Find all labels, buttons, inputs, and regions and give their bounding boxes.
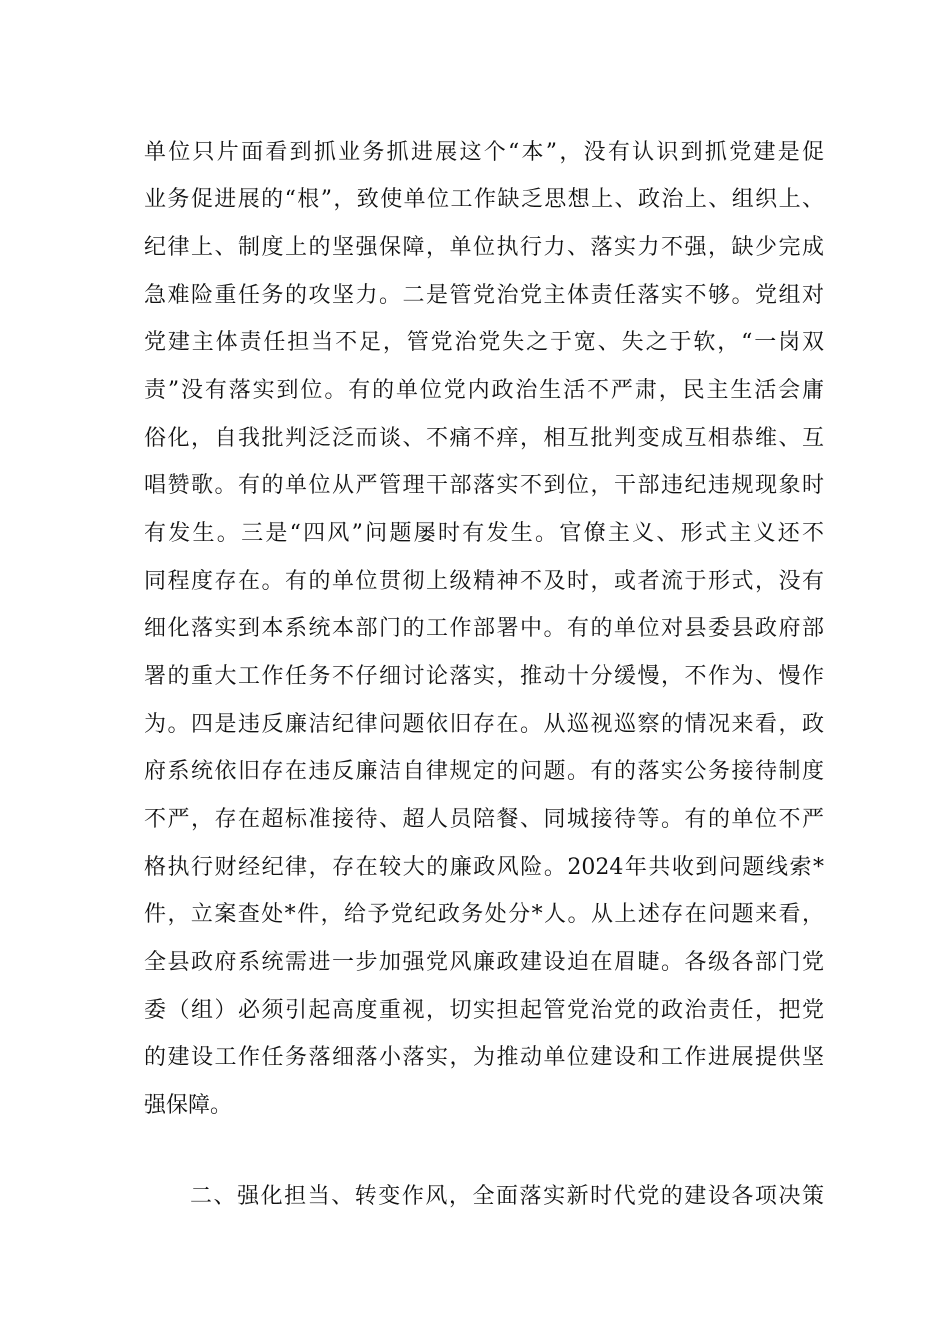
body-text-line: 责”没有落实到位。有的单位党内政治生活不严肃，民主生活会庸 [144,378,824,403]
body-text-line: 为。四是违反廉洁纪律问题依旧存在。从巡视巡察的情况来看，政 [144,712,824,737]
body-text-line: 署的重大工作任务不仔细讨论落实，推动十分缓慢，不作为、慢作 [144,664,824,689]
body-text-line: 全县政府系统需进一步加强党风廉政建设迫在眉睫。各级各部门党 [144,950,824,975]
body-text-line: 同程度存在。有的单位贯彻上级精神不及时，或者流于形式，没有 [144,569,824,594]
body-text-line: 有发生。三是“四风”问题屡时有发生。官僚主义、形式主义还不 [144,521,824,546]
section-heading: 二、强化担当、转变作风，全面落实新时代党的建设各项决策 [190,1184,824,1209]
body-text-line: 格执行财经纪律，存在较大的廉政风险。2024年共收到问题线索* [144,855,824,880]
body-text-line: 委（组）必须引起高度重视，切实担起管党治党的政治责任，把党 [144,998,824,1023]
body-text-line: 俗化，自我批判泛泛而谈、不痛不痒，相互批判变成互相恭维、互 [144,426,824,451]
body-text-line: 细化落实到本系统本部门的工作部署中。有的单位对县委县政府部 [144,616,824,641]
body-text-line: 纪律上、制度上的坚强保障，单位执行力、落实力不强，缺少完成 [144,235,824,260]
body-text-line: 单位只片面看到抓业务抓进展这个“本”，没有认识到抓党建是促 [144,140,824,165]
body-text-line: 府系统依旧存在违反廉洁自律规定的问题。有的落实公务接待制度 [144,759,824,784]
body-text-line: 的建设工作任务落细落小落实，为推动单位建设和工作进展提供坚 [144,1045,824,1070]
body-text-line: 件，立案查处*件，给予党纪政务处分*人。从上述存在问题来看， [144,902,824,927]
body-text-line: 业务促进展的“根”，致使单位工作缺乏思想上、政治上、组织上、 [144,187,824,212]
body-text-line: 唱赞歌。有的单位从严管理干部落实不到位，干部违纪违规现象时 [144,473,824,498]
body-text-line: 强保障。 [144,1093,233,1118]
body-text-line: 不严，存在超标准接待、超人员陪餐、同城接待等。有的单位不严 [144,807,824,832]
body-text-line: 急难险重任务的攻坚力。二是管党治党主体责任落实不够。党组对 [144,283,824,308]
body-text-line: 党建主体责任担当不足，管党治党失之于宽、失之于软，“一岗双 [144,330,824,355]
